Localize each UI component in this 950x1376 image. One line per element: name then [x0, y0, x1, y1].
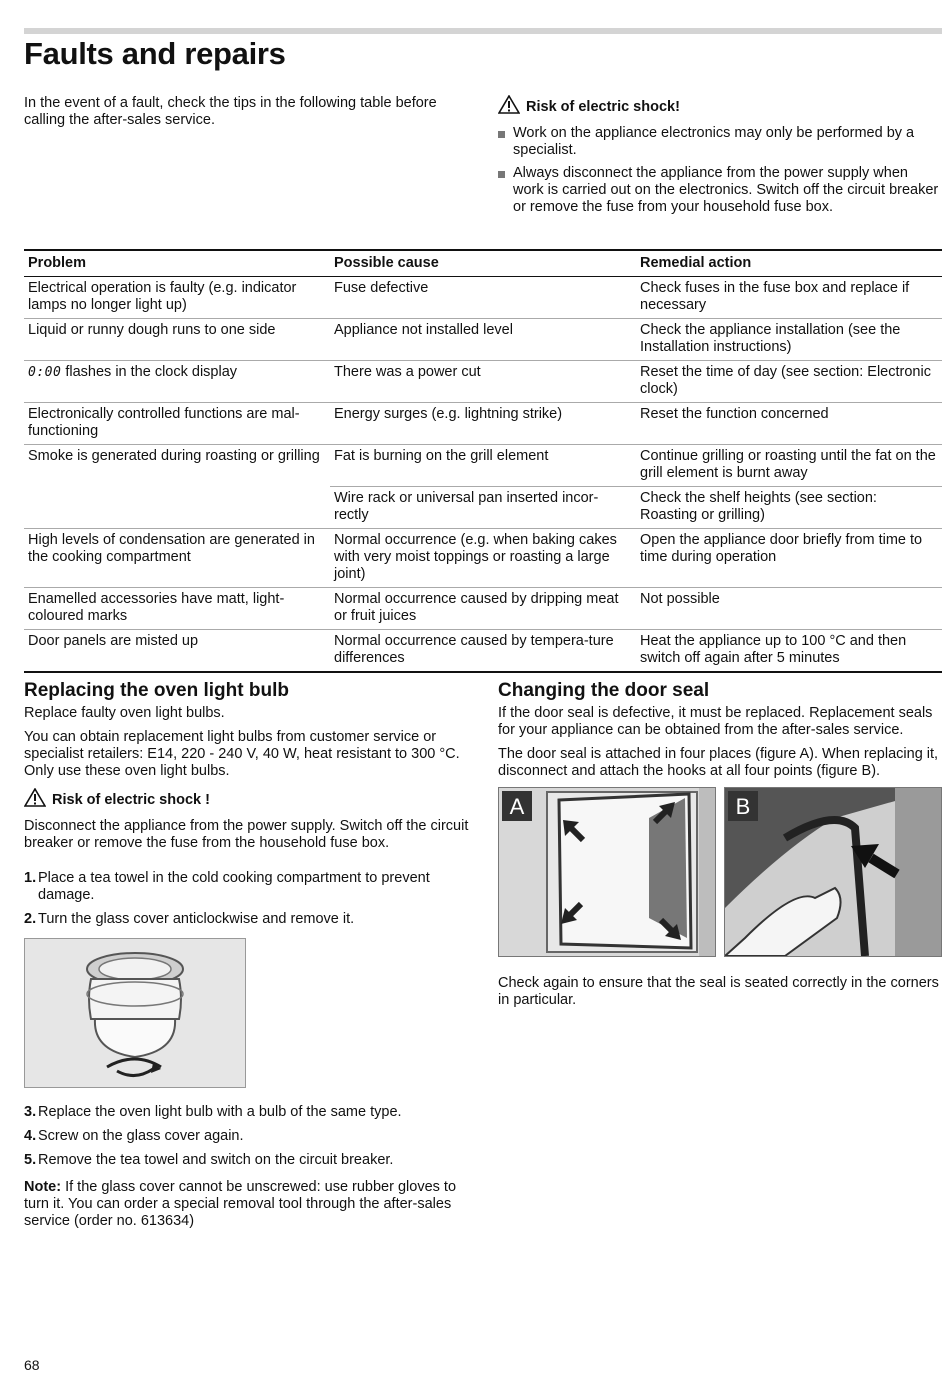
- warning-triangle-icon: [24, 788, 46, 812]
- table-row: [24, 403, 942, 445]
- intro-text: In the event of a fault, check the tips in the following table before calling the after-sales service.: [24, 95, 437, 128]
- problem-text: flashes in the clock display: [65, 364, 238, 380]
- bulb-section: [24, 682, 472, 1237]
- table-row: [24, 445, 942, 487]
- table-header-row: [24, 250, 942, 277]
- bulb-steps-a: [24, 870, 472, 928]
- step-item: [24, 1152, 472, 1169]
- problem-cell: [24, 487, 330, 529]
- cause-cell: Normal occurrence (e.g. when baking cakes with very moist toppings or roasting a large joint): [330, 529, 636, 588]
- seal-intro: If the door seal is defective, it must be replaced. Replacement seals for your appliance can be obtained from the after-sales service.: [498, 705, 933, 738]
- problem-cell: [24, 361, 330, 403]
- cause-cell: Fuse defective: [330, 277, 636, 319]
- step-number: 1.: [24, 870, 37, 886]
- top-rule: [24, 28, 942, 34]
- bulb-intro: Replace faulty oven light bulbs.: [24, 705, 225, 721]
- remedy-cell: Open the appliance door briefly from time to time during operation: [636, 529, 942, 588]
- header-remedy: Remedial action: [636, 250, 942, 277]
- page-number: 68: [24, 1357, 40, 1373]
- table-row: [24, 361, 942, 403]
- step-number: 5.: [24, 1152, 37, 1168]
- remedy-cell: Check fuses in the fuse box and replace if necessary: [636, 277, 942, 319]
- remedy-cell: Not possible: [636, 588, 942, 630]
- step-item: [24, 911, 472, 928]
- header-cause: Possible cause: [330, 250, 636, 277]
- remedy-cell: Heat the appliance up to 100 °C and then switch off again after 5 minutes: [636, 630, 942, 673]
- note-text: If the glass cover cannot be unscrewed: use rubber gloves to turn it. You can order a special removal tool through the after-sales service (order no. 613634): [24, 1179, 457, 1229]
- step-item: [24, 870, 472, 904]
- problem-cell: Smoke is generated during roasting or grilling: [28, 448, 320, 464]
- cause-cell: Appliance not installed level: [330, 319, 636, 361]
- bulb-note: [24, 1179, 472, 1230]
- problem-cell: Electrical operation is faulty (e.g. indicator lamps no longer light up): [24, 277, 330, 319]
- table-row: [24, 588, 942, 630]
- cause-cell: Normal occurrence caused by dripping meat or fruit juices: [330, 588, 636, 630]
- seal-heading: Changing the door seal: [498, 680, 710, 701]
- problem-cell: Electronically controlled functions are mal-functioning: [24, 403, 330, 445]
- figure-a: [498, 787, 716, 957]
- step-item: [24, 1104, 472, 1121]
- bulb-warning-title: Risk of electric shock !: [52, 791, 210, 808]
- warning-item: Always disconnect the appliance from the power supply when work is carried out on the electronics. Switch off the circuit breaker or remove the fuse from your household fuse box.: [498, 165, 942, 216]
- table-row: [24, 277, 942, 319]
- note-label: Note:: [24, 1179, 62, 1195]
- warning-item: Work on the appliance electronics may only be performed by a specialist.: [498, 125, 942, 159]
- table-row: [24, 319, 942, 361]
- step-text: Replace the oven light bulb with a bulb of the same type.: [38, 1104, 402, 1120]
- warning-triangle-icon: [498, 95, 520, 119]
- step-number: 2.: [24, 911, 37, 927]
- figure-a-label: A: [502, 791, 532, 821]
- remedy-cell: Reset the function concerned: [636, 403, 942, 445]
- electric-shock-warning: [498, 95, 942, 222]
- header-problem: Problem: [24, 250, 330, 277]
- seal-figures: [498, 787, 942, 957]
- cause-cell: Fat is burning on the grill element: [330, 445, 636, 487]
- figure-b-label: B: [728, 791, 758, 821]
- cause-cell: There was a power cut: [330, 361, 636, 403]
- warning-heading: [498, 95, 942, 119]
- step-number: 4.: [24, 1128, 37, 1144]
- problem-cell: Enamelled accessories have matt, light-coloured marks: [24, 588, 330, 630]
- bulb-spec: You can obtain replacement light bulbs from customer service or specialist retailers: E14, 220 - 240 V, 40 W, heat resistant to 300 °C. Only use these oven light bulbs.: [24, 729, 460, 779]
- table-row: [24, 529, 942, 588]
- bulb-warning-heading: [24, 788, 472, 812]
- remedy-cell: Reset the time of day (see section: Electronic clock): [636, 361, 942, 403]
- glass-cover-illustration: [24, 938, 246, 1088]
- bulb-warning-text: Disconnect the appliance from the power supply. Switch off the circuit breaker or remove the fuse from the household fuse box.: [24, 818, 469, 851]
- step-text: Screw on the glass cover again.: [38, 1128, 244, 1144]
- table-row: [24, 487, 942, 529]
- remedy-cell: Continue grilling or roasting until the fat on the grill element is burnt away: [636, 445, 942, 487]
- warning-title: Risk of electric shock!: [526, 98, 680, 115]
- step-text: Remove the tea towel and switch on the circuit breaker.: [38, 1152, 394, 1168]
- step-text: Turn the glass cover anticlockwise and remove it.: [38, 911, 355, 927]
- cause-cell: Normal occurrence caused by tempera-ture differences: [330, 630, 636, 673]
- bulb-steps-b: [24, 1104, 472, 1169]
- warning-list: [498, 125, 942, 216]
- problem-cell: High levels of condensation are generated in the cooking compartment: [24, 529, 330, 588]
- faults-table: [24, 249, 942, 673]
- seal-instructions: The door seal is attached in four places (figure A). When replacing it, disconnect and attach the hooks at all four points (figure B).: [498, 746, 939, 779]
- clock-display-symbol: 0:00: [28, 365, 62, 380]
- step-number: 3.: [24, 1104, 37, 1120]
- table-row: [24, 630, 942, 673]
- seal-check-text: Check again to ensure that the seal is seated correctly in the corners in particular.: [498, 975, 939, 1008]
- remedy-cell: Check the shelf heights (see section: Roasting or grilling): [636, 487, 942, 529]
- problem-cell: Liquid or runny dough runs to one side: [24, 319, 330, 361]
- step-text: Place a tea towel in the cold cooking compartment to prevent damage.: [38, 870, 430, 903]
- cause-cell: Wire rack or universal pan inserted incor-rectly: [330, 487, 636, 529]
- problem-cell: Door panels are misted up: [24, 630, 330, 673]
- remedy-cell: Check the appliance installation (see the Installation instructions): [636, 319, 942, 361]
- figure-b: [724, 787, 942, 957]
- page-title: Faults and repairs: [24, 36, 286, 71]
- step-item: [24, 1128, 472, 1145]
- bulb-heading: Replacing the oven light bulb: [24, 680, 289, 701]
- seal-section: [498, 682, 942, 1016]
- cause-cell: Energy surges (e.g. lightning strike): [330, 403, 636, 445]
